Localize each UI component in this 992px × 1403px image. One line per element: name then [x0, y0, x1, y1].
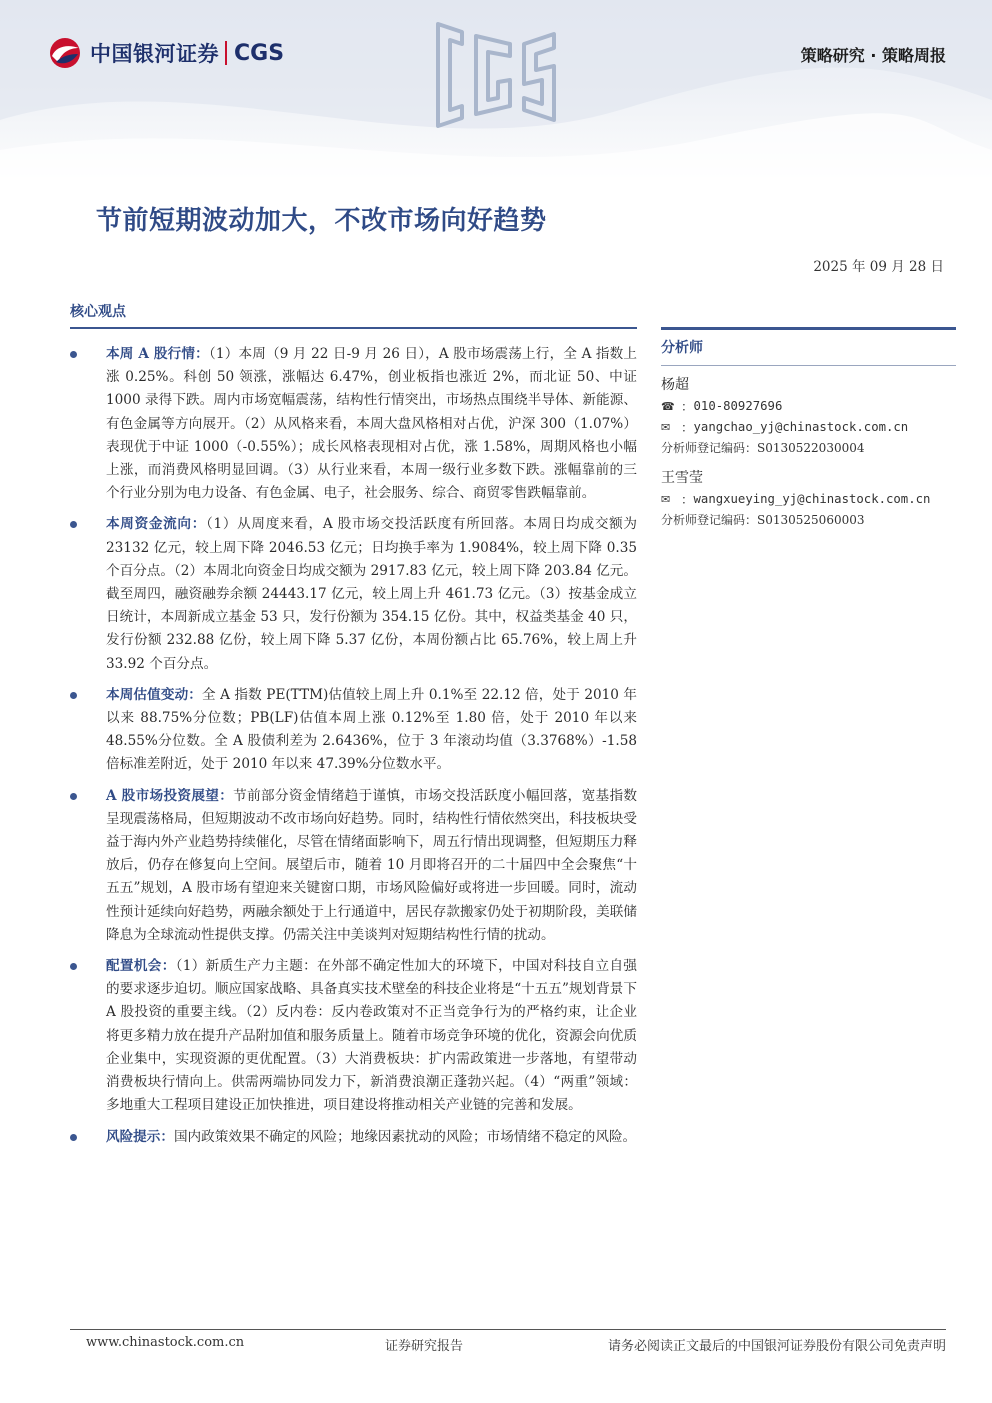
bullet-label: 配置机会：	[106, 958, 176, 975]
bullet-label: 本周资金流向：	[106, 516, 207, 533]
registration-code: S0130525060003	[757, 513, 865, 527]
analyst-name: 王雪莹	[661, 470, 703, 486]
cgs-logo-icon	[46, 36, 84, 70]
bullet-text: （1）本周（9 月 22 日-9 月 26 日），A 股市场震荡上行，全 A 指数上涨 0.25%。科创 50 领涨，涨幅达 6.47%，创业板指也涨近 2%，而北证 50、中证 1000 录得下跌。周内市场宽幅震荡，结构性行情突出，市场热点围绕半导体、新能源、有色金属等方向展开。（2）从风格来看，本周大盘风格相对占优，沪深 300（1.07%）表现优于中证 1000（-0.55%）；成长风格表现相对占优，涨 1.58%，周期风格也小幅上涨，而消费风格明显回调。（3）从行业来看，本周一级行业多数下跌。涨幅靠前的三个行业分别为电力设备、有色金属、电子，社会服务、综合、商贸零售跌幅靠前。	[106, 346, 637, 502]
analyst-registration	[661, 438, 956, 459]
bullet-text: 全 A 指数 PE(TTM)估值较上周上升 0.1%至 22.12 倍，处于 2010 年以来 88.75%分位数；PB(LF)估值本周上涨 0.12%至 1.80 倍，处于 2010 年以来 48.55%分位数。全 A 股债利差为 2.6436%，位于 3 年滚动均值（3.3768%）-1.58 倍标准差附近，处于 2010 年以来 47.39%分位数水平。	[106, 686, 637, 773]
footer-website-link[interactable]: www.chinastock.com.cn	[86, 1335, 245, 1350]
report-title: 节前短期波动加大，不改市场向好趋势	[96, 206, 547, 236]
cgs-watermark-icon	[432, 14, 560, 134]
brand-name-cn: 中国银河证券	[90, 42, 219, 66]
sidebar-divider	[661, 365, 956, 366]
footer-doc-type: 证券研究报告	[385, 1339, 464, 1354]
registration-code: S0130522030004	[757, 441, 865, 455]
bullet-label: 本周估值变动：	[106, 686, 203, 703]
sidebar-top-rule	[661, 327, 956, 330]
report-date: 2025 年 09 月 28 日	[813, 259, 944, 275]
header-banner	[0, 0, 992, 190]
brand-name-en: CGS	[234, 40, 285, 66]
bullet-dot-icon	[70, 351, 77, 358]
email-icon: ✉	[661, 493, 671, 506]
bullet-text: （1）新质生产力主题：在外部不确定性加大的环境下，中国对科技自立自强的要求逐步迫切。顺应国家战略、具备真实技术壁垒的科技企业将是“十五五”规划背景下 A 股投资的重要主线。（2）反内卷：反内卷政策对不正当竞争行为的严格约束，让企业将更多精力放在提升产品附加值和服务质量上。随着市场竞争环境的优化，资源会向优质企业集中，实现资源的更优配置。（3）大消费板块：扩内需政策进一步落地，有望带动消费板块行情向上。供需两端协同发力下，新消费浪潮正蓬勃兴起。（4）“两重”领域：多地重大工程项目建设正加快推进，项目建设将推动相关产业链的完善和发展。	[106, 958, 637, 1114]
bullet-dot-icon	[70, 692, 77, 699]
analyst-heading: 分析师	[661, 340, 703, 356]
bullet-text: （1）从周度来看，A 股市场交投活跃度有所回落。本周日均成交额为 23132 亿元，较上周下降 2046.53 亿元；日均换手率为 1.9084%，较上周下降 0.35 个百分点。（2）本周北向资金日均成交额为 2917.83 亿元，较上周下降 203.84 亿元。截至周四，融资融券余额 24443.17 亿元，较上周上升 461.73 亿元。（3）按基金成立日统计，本周新成立基金 53 只，发行份额为 354.15 亿份。其中，权益类基金 40 只，发行份额 232.88 亿份，较上周下降 5.37 亿份，本周份额占比 65.76%，较上周上升 33.92 个百分点。	[106, 516, 637, 672]
brand-separator	[225, 41, 227, 65]
report-type: 策略研究 · 策略周报	[800, 46, 946, 65]
analyst-phone: ☎ ： 010-80927696	[661, 396, 956, 417]
core-view-heading: 核心观点	[70, 304, 126, 320]
bullet-allocation	[70, 955, 637, 1117]
analyst-sidebar	[661, 327, 956, 531]
bullet-risk	[70, 1126, 637, 1149]
bullet-label: 本周 A 股行情：	[106, 346, 209, 362]
bullet-label: A 股市场投资展望：	[106, 787, 234, 804]
bullet-weekly-market	[70, 343, 637, 505]
core-view-divider	[70, 327, 637, 329]
analyst-name: 杨超	[661, 377, 689, 393]
bullet-text: 节前部分资金情绪趋于谨慎，市场交投活跃度小幅回落，宽基指数呈现震荡格局，但短期波动不改市场向好趋势。同时，结构性行情依然突出，科技板块受益于海内外产业趋势持续催化，尽管在情绪面影响下，周五行情出现调整，但短期压力释放后，仍存在修复向上空间。展望后市，随着 10 月即将召开的二十届四中全会聚焦“十五五”规划，A 股市场有望迎来关键窗口期，市场风险偏好或将进一步回暖。同时，流动性预计延续向好趋势，两融余额处于上行通道中，居民存款搬家仍处于初期阶段，美联储降息为全球流动性提供支撑。仍需关注中美谈判对短期结构性行情的扰动。	[106, 787, 638, 943]
analyst-email: ✉ ： yangchao_yj@chinastock.com.cn	[661, 417, 956, 438]
analyst-registration	[661, 510, 956, 531]
registration-label: 分析师登记编码：	[661, 513, 758, 527]
email-icon: ✉	[661, 421, 671, 434]
footer-disclaimer: 请务必阅读正文最后的中国银河证券股份有限公司免责声明	[607, 1339, 946, 1354]
bullet-dot-icon	[70, 963, 77, 970]
email-link[interactable]: wangxueying_yj@chinastock.com.cn	[693, 492, 931, 506]
bullet-dot-icon	[70, 521, 77, 528]
phone-icon: ☎	[661, 400, 675, 413]
footer-divider	[70, 1329, 946, 1330]
analyst-email: ✉ ： wangxueying_yj@chinastock.com.cn	[661, 489, 956, 510]
bullet-fund-flow	[70, 513, 637, 675]
brand-logo	[46, 36, 284, 70]
bullet-valuation	[70, 684, 637, 777]
bullet-dot-icon	[70, 793, 77, 800]
email-link[interactable]: yangchao_yj@chinastock.com.cn	[693, 420, 909, 434]
bullet-label: 风险提示：	[106, 1128, 174, 1145]
bullet-outlook	[70, 785, 637, 947]
phone-number[interactable]: 010-80927696	[693, 399, 783, 413]
registration-label: 分析师登记编码：	[661, 441, 758, 455]
core-view-list	[70, 343, 637, 1157]
bullet-text: 国内政策效果不确定的风险；地缘因素扰动的风险；市场情绪不稳定的风险。	[173, 1128, 637, 1145]
bullet-dot-icon	[70, 1134, 77, 1141]
